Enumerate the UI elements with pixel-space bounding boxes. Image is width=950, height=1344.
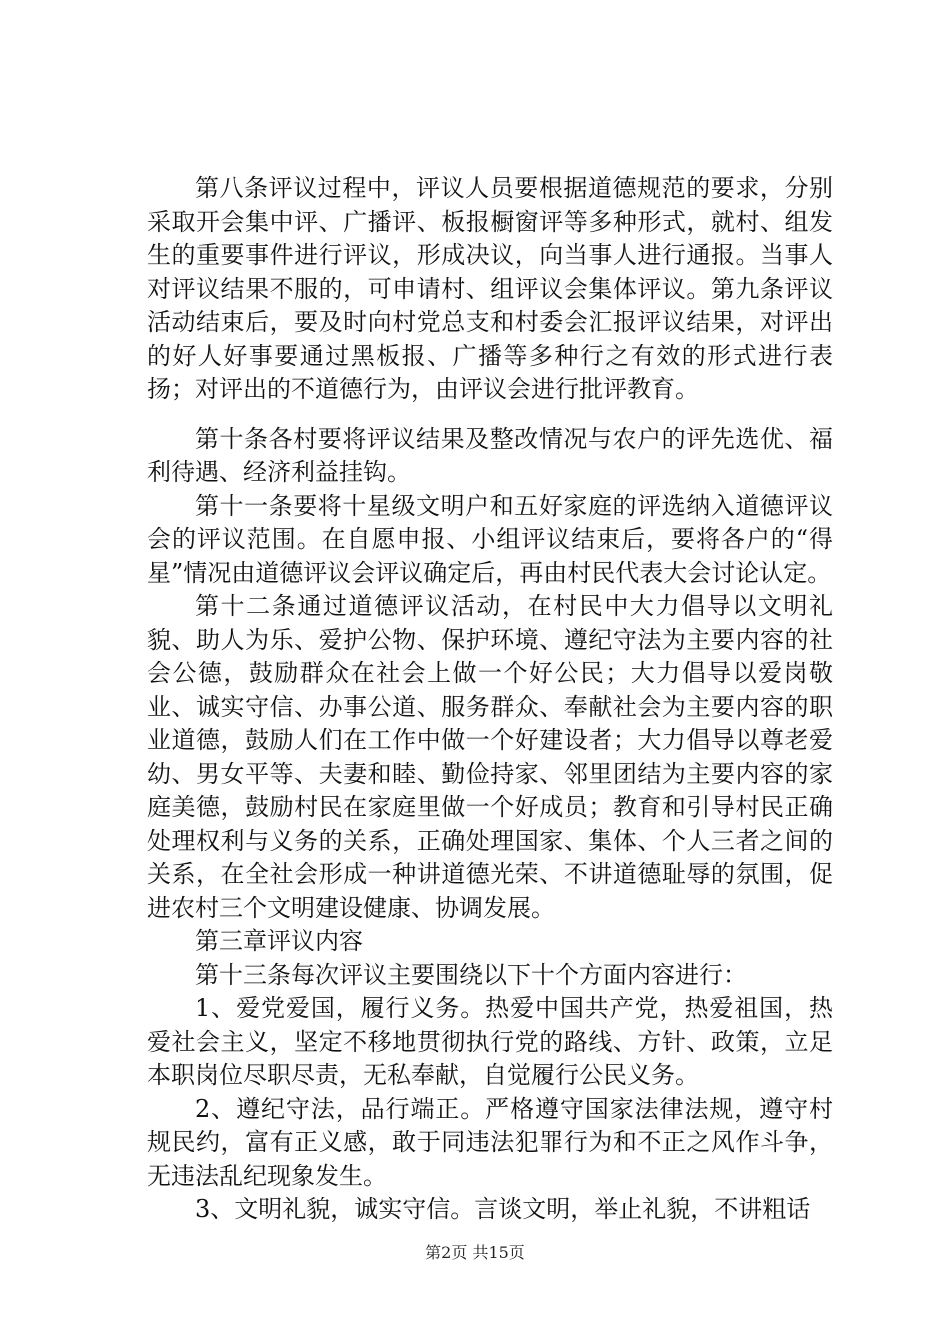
chapter-heading: 第三章评议内容 [195,927,363,955]
paragraph-article-11: 第十一条要将十星级文明户和五好家庭的评选纳入道德评议会的评议范围。在自愿申报、小组评议结束后，要将各户的“得星”情况由道德评议会评议确定后，再由村民代表大会讨论认定。 [147,491,833,587]
paragraph-article-8-9: 第八条评议过程中，评议人员要根据道德规范的要求，分别采取开会集中评、广播评、板报橱窗评等多种形式，就村、组发生的重要事件进行评议，形成决议，向当事人进行通报。当事人对评议结果不服的，可申请村、组评议会集体评议。第九条评议活动结束后，要及时向村党总支和村委会汇报评议结果，对评出的好人好事要通过黑板报、广播等多种行之有效的形式进行表扬；对评出的不道德行为，由评议会进行批评教育。 [147,174,833,403]
page-number-footer: 第2页 共15页 [425,1243,525,1262]
list-item-1: 1、爱党爱国，履行义务。热爱中国共产党，热爱祖国，热爱社会主义，坚定不移地贯彻执行党的路线、方针、政策，立足本职岗位尽职尽责，无私奉献，自觉履行公民义务。 [147,994,833,1089]
paragraph-article-13: 第十三条每次评议主要围绕以下十个方面内容进行： [195,960,747,989]
paragraph-article-12: 第十二条通过道德评议活动，在村民中大力倡导以文明礼貌、助人为乐、爱护公物、保护环境、遵纪守法为主要内容的社会公德，鼓励群众在社会上做一个好公民；大力倡导以爱岗敬业、诚实守信、办事公道、服务群众、奉献社会为主要内容的职业道德，鼓励人们在工作中做一个好建设者；大力倡导以尊老爱幼、男女平等、夫妻和睦、勤俭持家、邻里团结为主要内容的家庭美德，鼓励村民在家庭里做一个好成员；教育和引导村民正确处理权利与义务的关系，正确处理国家、集体、个人三者之间的关系，在全社会形成一种讲道德光荣、不讲道德耻辱的氛围，促进农村三个文明建设健康、协调发展。 [147,592,833,922]
list-item-3: 3、文明礼貌，诚实守信。言谈文明，举止礼貌，不讲粗话 [195,1195,811,1223]
list-item-2: 2、遵纪守法，品行端正。严格遵守国家法律法规，遵守村规民约，富有正义感，敢于同违法犯罪行为和不正之风作斗争，无违法乱纪现象发生。 [147,1094,833,1190]
paragraph-article-10: 第十条各村要将评议结果及整改情况与农户的评先选优、福利待遇、经济利益挂钩。 [147,424,833,486]
document-body [147,172,833,1227]
